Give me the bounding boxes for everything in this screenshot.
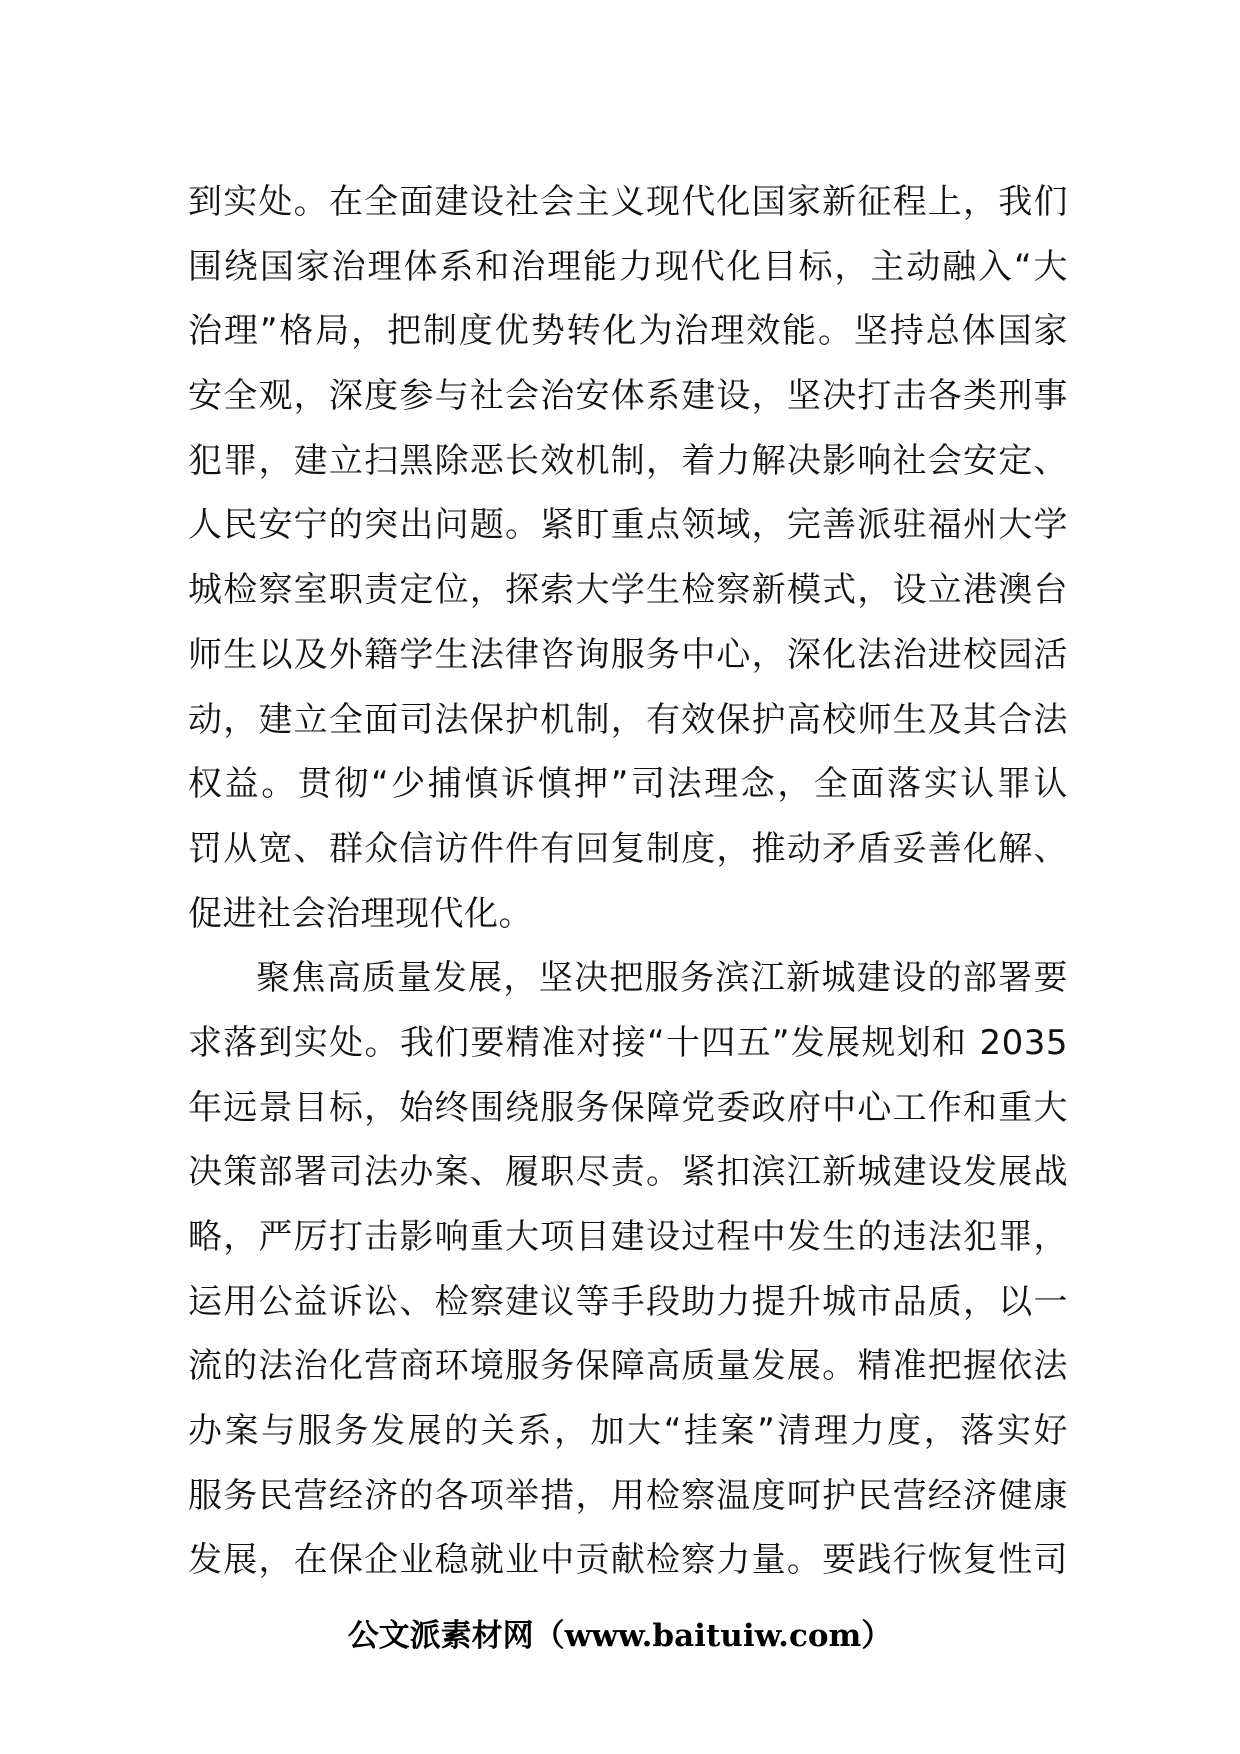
text-line: 办案与服务发展的关系，加大“挂案”清理力度，落实好	[188, 1411, 1068, 1452]
text-line: 师生以及外籍学生法律咨询服务中心，深化法治进校园活	[188, 634, 1068, 675]
text-line: 到实处。在全面建设社会主义现代化国家新征程上，我们	[188, 182, 1068, 222]
text-line: 犯罪，建立扫黑除恶长效机制，着力解决影响社会安定、	[188, 440, 1068, 481]
text-line: 运用公益诉讼、检察建议等手段助力提升城市品质，以一	[188, 1281, 1068, 1322]
text-line: 城检察室职责定位，探索大学生检察新模式，设立港澳台	[188, 570, 1068, 611]
text-line: 安全观，深度参与社会治安体系建设，坚决打击各类刑事	[188, 376, 1068, 417]
body-text	[188, 170, 1068, 1593]
text-line: 围绕国家治理体系和治理能力现代化目标，主动融入“大	[188, 246, 1068, 287]
text-line: 促进社会治理现代化。	[188, 893, 533, 934]
text-line: 年远景目标，始终围绕服务保障党委政府中心工作和重大	[188, 1087, 1068, 1128]
text-line: 罚从宽、群众信访件件有回复制度，推动矛盾妥善化解、	[188, 828, 1068, 869]
text-line: 求落到实处。我们要精准对接“十四五”发展规划和 2035	[188, 1022, 1068, 1063]
text-line: 发展，在保企业稳就业中贡献检察力量。要践行恢复性司	[188, 1540, 1068, 1581]
paragraph-2	[188, 946, 1068, 1593]
text-line: 服务民营经济的各项举措，用检察温度呵护民营经济健康	[188, 1475, 1068, 1516]
text-line: 人民安宁的突出问题。紧盯重点领域，完善派驻福州大学	[188, 505, 1068, 546]
text-line: 略，严厉打击影响重大项目建设过程中发生的违法犯罪，	[188, 1217, 1068, 1257]
text-line: 决策部署司法办案、履职尽责。紧扣滨江新城建设发展战	[188, 1152, 1068, 1193]
text-line: 流的法治化营商环境服务保障高质量发展。精准把握依法	[188, 1346, 1068, 1387]
page-footer: 公文派素材网（www.baituiw.com）	[347, 1618, 893, 1654]
text-line: 动，建立全面司法保护机制，有效保护高校师生及其合法	[188, 699, 1068, 740]
text-line: 聚焦高质量发展，坚决把服务滨江新城建设的部署要	[256, 958, 1068, 999]
text-line: 权益。贯彻“少捕慎诉慎押”司法理念，全面落实认罪认	[188, 764, 1068, 805]
paragraph-1	[188, 170, 1068, 946]
text-line: 治理”格局，把制度优势转化为治理效能。坚持总体国家	[188, 311, 1068, 352]
